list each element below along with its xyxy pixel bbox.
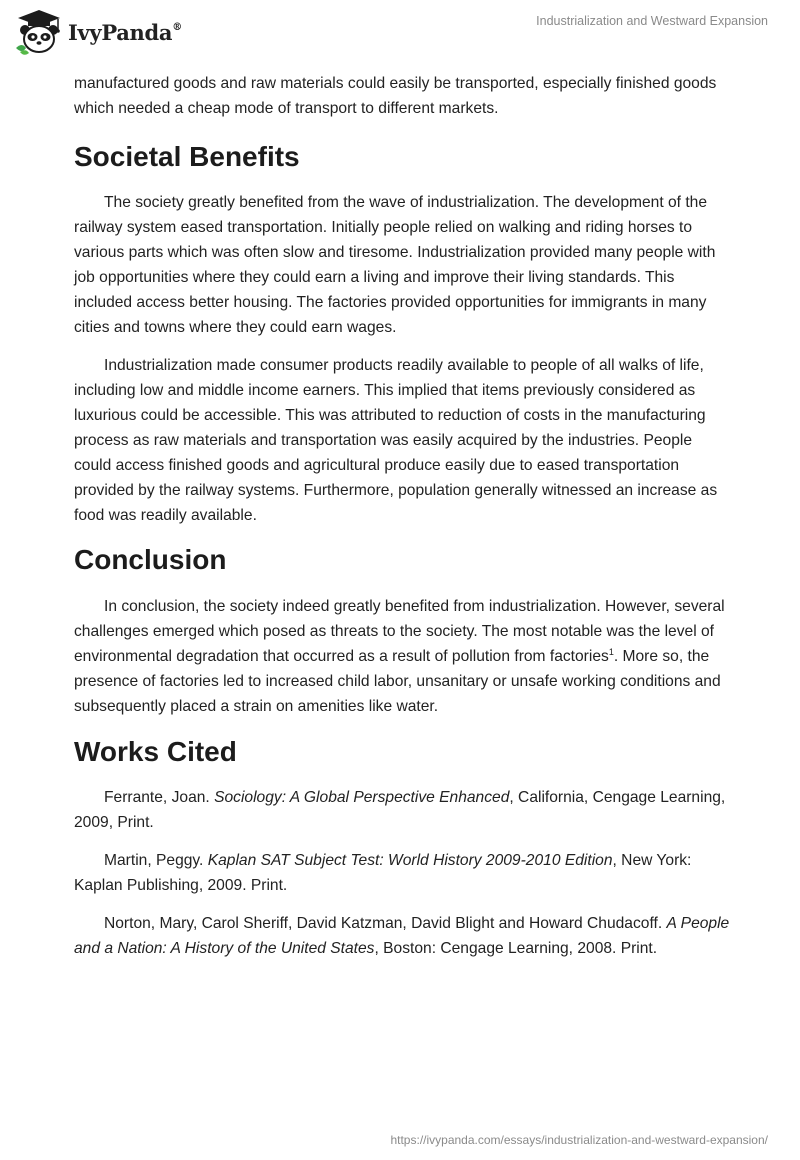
- registered-mark: ®: [172, 21, 182, 33]
- heading-works-cited: Works Cited: [74, 736, 237, 767]
- citation-author: Martin, Peggy.: [104, 852, 208, 869]
- logo-text: IvyPanda®: [68, 19, 182, 45]
- intro-paragraph: manufactured goods and raw materials could easily be transported, especially finished goods which needed a cheap mode of transport to different markets.: [74, 75, 717, 117]
- citation-entry: [74, 848, 730, 898]
- citation-entry: [74, 785, 730, 835]
- ivypanda-logo[interactable]: [14, 8, 182, 56]
- footnote-ref[interactable]: 1: [608, 646, 614, 657]
- citation-title: Sociology: A Global Perspective Enhanced: [214, 789, 510, 806]
- essay-content: [74, 71, 730, 961]
- conclusion-text-part-2: . More so, the presence of factories led to increased child labor, unsanitary or unsafe working conditions and subsequently placed a strain on amenities like water.: [74, 648, 721, 715]
- citation-title: Kaplan SAT Subject Test: World History 2009-2010 Edition: [207, 852, 613, 869]
- citation-author: Ferrante, Joan.: [104, 789, 215, 806]
- heading-societal-benefits: Societal Benefits: [74, 141, 300, 172]
- page-header: [0, 0, 800, 66]
- footer-url-link[interactable]: https://ivypanda.com/essays/industrialization-and-westward-expansion/: [390, 1133, 768, 1147]
- conclusion-text-part-1: In conclusion, the society indeed greatly benefited from industrialization. However, several challenges emerged which posed as threats to the society. The most notable was the level of environmental degradation that occurred as a result of pollution from factories: [74, 598, 725, 665]
- citation-details: , Boston: Cengage Learning, 2008. Print.: [374, 940, 658, 957]
- societal-benefits-paragraph-1: The society greatly benefited from the wave of industrialization. The development of the railway system eased transportation. Initially people relied on walking and riding horses to various parts which was often slow and tiresome. Industrialization provided many people with job opportunities where they could earn a living and improve their living standards. This included access better housing. The factories provided opportunities for immigrants in many cities and towns where they could earn wages.: [74, 194, 716, 336]
- citation-author: Norton, Mary, Carol Sheriff, David Katzman, David Blight and Howard Chudacoff.: [104, 915, 667, 932]
- societal-benefits-paragraph-2: Industrialization made consumer products readily available to people of all walks of life, including low and middle income earners. This implied that items previously considered as luxurious could be accessible. This was attributed to reduction of costs in the manufacturing process as raw materials and transportation was easily acquired by the industries. People could access finished goods and agricultural produce easily due to eased transportation provided by the railway systems. Furthermore, population generally witnessed an increase as food was readily available.: [74, 357, 718, 524]
- citation-entry: [74, 911, 730, 961]
- panda-graduate-icon: [14, 8, 64, 56]
- conclusion-paragraph: [74, 594, 730, 719]
- citation-details: , California, Cengage Learning, 2009, Print.: [74, 789, 726, 831]
- citation-details: , New York: Kaplan Publishing, 2009. Print.: [74, 852, 692, 894]
- document-title: Industrialization and Westward Expansion: [536, 14, 768, 28]
- citation-title: A People and a Nation: A History of the United States: [74, 915, 730, 957]
- heading-conclusion: Conclusion: [74, 544, 227, 575]
